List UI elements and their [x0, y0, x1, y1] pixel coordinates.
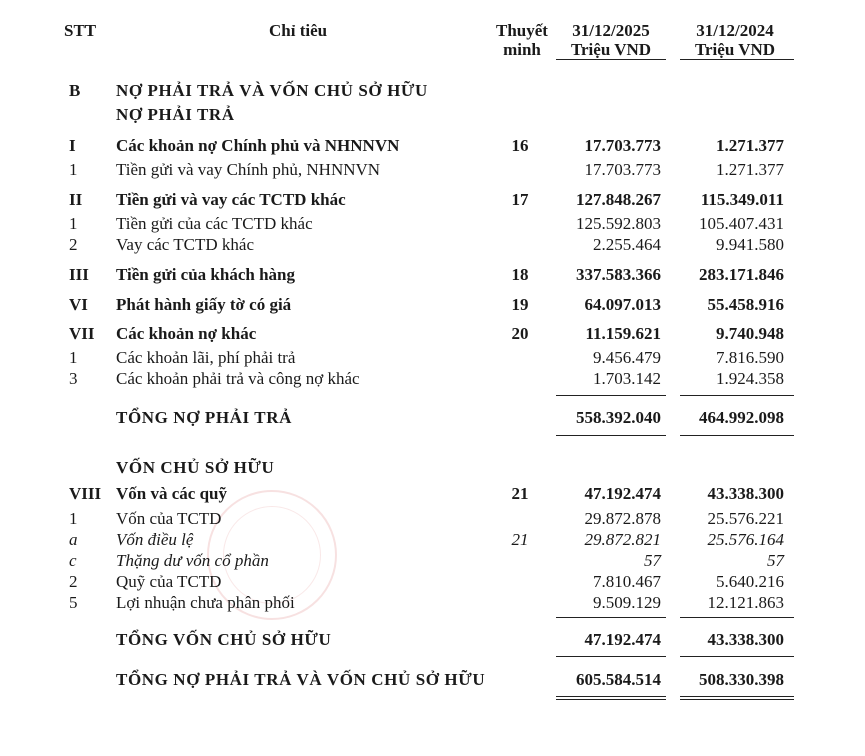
stt: 2	[69, 572, 78, 591]
value-2025: 9.509.129	[593, 593, 661, 612]
stt: 3	[69, 369, 78, 388]
value-2025: 57	[644, 551, 661, 570]
row-item-ii	[0, 189, 865, 210]
label: TỔNG VỐN CHỦ SỞ HỮU	[116, 630, 332, 649]
label: Tiền gửi của các TCTD khác	[116, 214, 313, 233]
row-item-i-1	[0, 159, 865, 180]
value-2025: 17.703.773	[584, 160, 661, 179]
header-thuyet-minh-1: Thuyết	[496, 21, 548, 40]
value-2024: 55.458.916	[707, 295, 784, 314]
label: Vay các TCTD khác	[116, 235, 254, 254]
label: TỔNG NỢ PHẢI TRẢ	[116, 408, 292, 427]
value-2025: 125.592.803	[576, 214, 661, 233]
row-item-ii-1	[0, 213, 865, 234]
stt: 1	[69, 160, 78, 179]
note: 19	[511, 295, 529, 314]
label: Lợi nhuận chưa phân phối	[116, 593, 295, 612]
value-2024: 1.271.377	[716, 160, 784, 179]
label: Vốn của TCTD	[116, 509, 222, 528]
row-item-i	[0, 135, 865, 156]
row-item-viii	[0, 483, 865, 504]
value-2024: 25.576.164	[707, 530, 784, 549]
label: NỢ PHẢI TRẢ VÀ VỐN CHỦ SỞ HỮU	[116, 81, 428, 100]
rule-total-liabilities-top-1	[556, 395, 666, 396]
stt: 5	[69, 593, 78, 612]
note: 21	[511, 484, 529, 503]
row-item-vii	[0, 323, 865, 344]
value-2025: 47.192.474	[584, 484, 661, 503]
value-2024: 43.338.300	[707, 630, 784, 649]
header-thuyet-minh-2: minh	[503, 40, 541, 59]
row-item-vi	[0, 294, 865, 315]
rule-total-equity-top-1	[556, 617, 666, 618]
row-item-viii-a	[0, 529, 865, 550]
label: TỔNG NỢ PHẢI TRẢ VÀ VỐN CHỦ SỞ HỮU	[116, 670, 486, 689]
value-2025: 605.584.514	[576, 670, 661, 689]
label: Vốn và các quỹ	[116, 484, 227, 503]
value-2025: 29.872.821	[584, 530, 661, 549]
row-item-viii-5	[0, 592, 865, 613]
label: Các khoản lãi, phí phải trả	[116, 348, 296, 367]
rule-total-liabilities-bottom-2	[680, 435, 794, 436]
value-2025: 11.159.621	[585, 324, 661, 343]
value-2024: 43.338.300	[707, 484, 784, 503]
label: Các khoản nợ Chính phủ và NHNNVN	[116, 136, 400, 155]
value-2025: 1.703.142	[593, 369, 661, 388]
value-2025: 29.872.878	[584, 509, 661, 528]
value-2025: 2.255.464	[593, 235, 661, 254]
label: Tiền gửi của khách hàng	[116, 265, 295, 284]
row-item-iii	[0, 264, 865, 285]
header-chi-tieu: Chỉ tiêu	[269, 21, 328, 40]
rule-grand-total-double-2a	[680, 696, 794, 697]
value-2025: 9.456.479	[593, 348, 661, 367]
rule-total-equity-bottom-2	[680, 656, 794, 657]
value-2024: 5.640.216	[716, 572, 784, 591]
row-equity-heading	[0, 457, 865, 478]
rule-grand-total-double-1a	[556, 696, 666, 697]
value-2025: 17.703.773	[584, 136, 661, 155]
label: Các khoản nợ khác	[116, 324, 257, 343]
row-section-b	[0, 80, 865, 101]
label: VỐN CHỦ SỞ HỮU	[116, 458, 275, 477]
label: Vốn điều lệ	[116, 530, 194, 549]
rule-total-equity-bottom-1	[556, 656, 666, 657]
value-2024: 1.271.377	[716, 136, 784, 155]
value-2024: 1.924.358	[716, 369, 784, 388]
header-col2-date: 31/12/2024	[696, 21, 774, 40]
header-stt: STT	[64, 21, 97, 40]
row-item-viii-2	[0, 571, 865, 592]
rule-grand-total-double-2b	[680, 699, 794, 700]
row-item-ii-2	[0, 234, 865, 255]
stt: III	[69, 265, 89, 284]
stt: VI	[69, 295, 88, 314]
note: 20	[511, 324, 529, 343]
label: Tiền gửi và vay các TCTD khác	[116, 190, 346, 209]
stt: 1	[69, 214, 78, 233]
label: Quỹ của TCTD	[116, 572, 222, 591]
value-2024: 464.992.098	[699, 408, 784, 427]
value-2024: 9.740.948	[716, 324, 784, 343]
row-grand-total	[0, 669, 865, 690]
header-col1-unit: Triệu VND	[570, 40, 652, 59]
label: Thặng dư vốn cổ phần	[116, 551, 269, 570]
value-2025: 47.192.474	[584, 630, 661, 649]
row-total-equity	[0, 629, 865, 650]
header-col2-unit: Triệu VND	[694, 40, 776, 59]
label: Các khoản phải trả và công nợ khác	[116, 369, 360, 388]
value-2025: 558.392.040	[576, 408, 661, 427]
stt: II	[69, 190, 83, 209]
row-total-liabilities	[0, 407, 865, 428]
rule-grand-total-double-1b	[556, 699, 666, 700]
rule-total-liabilities-bottom-1	[556, 435, 666, 436]
stt: 2	[69, 235, 78, 254]
value-2025: 127.848.267	[576, 190, 661, 209]
stt: VIII	[69, 484, 102, 503]
label: Phát hành giấy tờ có giá	[116, 295, 292, 314]
rule-total-equity-top-2	[680, 617, 794, 618]
label: Tiền gửi và vay Chính phủ, NHNNVN	[116, 160, 381, 179]
row-item-vii-1	[0, 347, 865, 368]
stt: 1	[69, 509, 78, 528]
value-2025: 64.097.013	[584, 295, 661, 314]
stt: c	[69, 551, 77, 570]
value-2024: 115.349.011	[700, 190, 784, 209]
label: NỢ PHẢI TRẢ	[116, 105, 235, 124]
note: 18	[511, 265, 529, 284]
row-item-viii-c	[0, 550, 865, 571]
stt: I	[69, 136, 76, 155]
stt: a	[69, 530, 78, 549]
value-2024: 25.576.221	[707, 509, 784, 528]
header-underline-col2	[680, 59, 794, 60]
value-2024: 508.330.398	[699, 670, 784, 689]
note: 17	[511, 190, 529, 209]
value-2025: 337.583.366	[576, 265, 661, 284]
value-2024: 57	[767, 551, 784, 570]
value-2024: 12.121.863	[707, 593, 784, 612]
header-col1-date: 31/12/2025	[572, 21, 650, 40]
value-2024: 283.171.846	[699, 265, 784, 284]
note: 16	[511, 136, 529, 155]
value-2024: 7.816.590	[716, 348, 784, 367]
value-2024: 105.407.431	[699, 214, 784, 233]
row-item-viii-1	[0, 508, 865, 529]
stt: B	[69, 81, 81, 100]
row-item-vii-3	[0, 368, 865, 389]
stt: 1	[69, 348, 78, 367]
value-2024: 9.941.580	[716, 235, 784, 254]
rule-total-liabilities-top-2	[680, 395, 794, 396]
row-no-phai-tra	[0, 104, 865, 125]
stt: VII	[69, 324, 95, 343]
value-2025: 7.810.467	[593, 572, 661, 591]
note: 21	[511, 530, 529, 549]
header-underline-col1	[556, 59, 666, 60]
